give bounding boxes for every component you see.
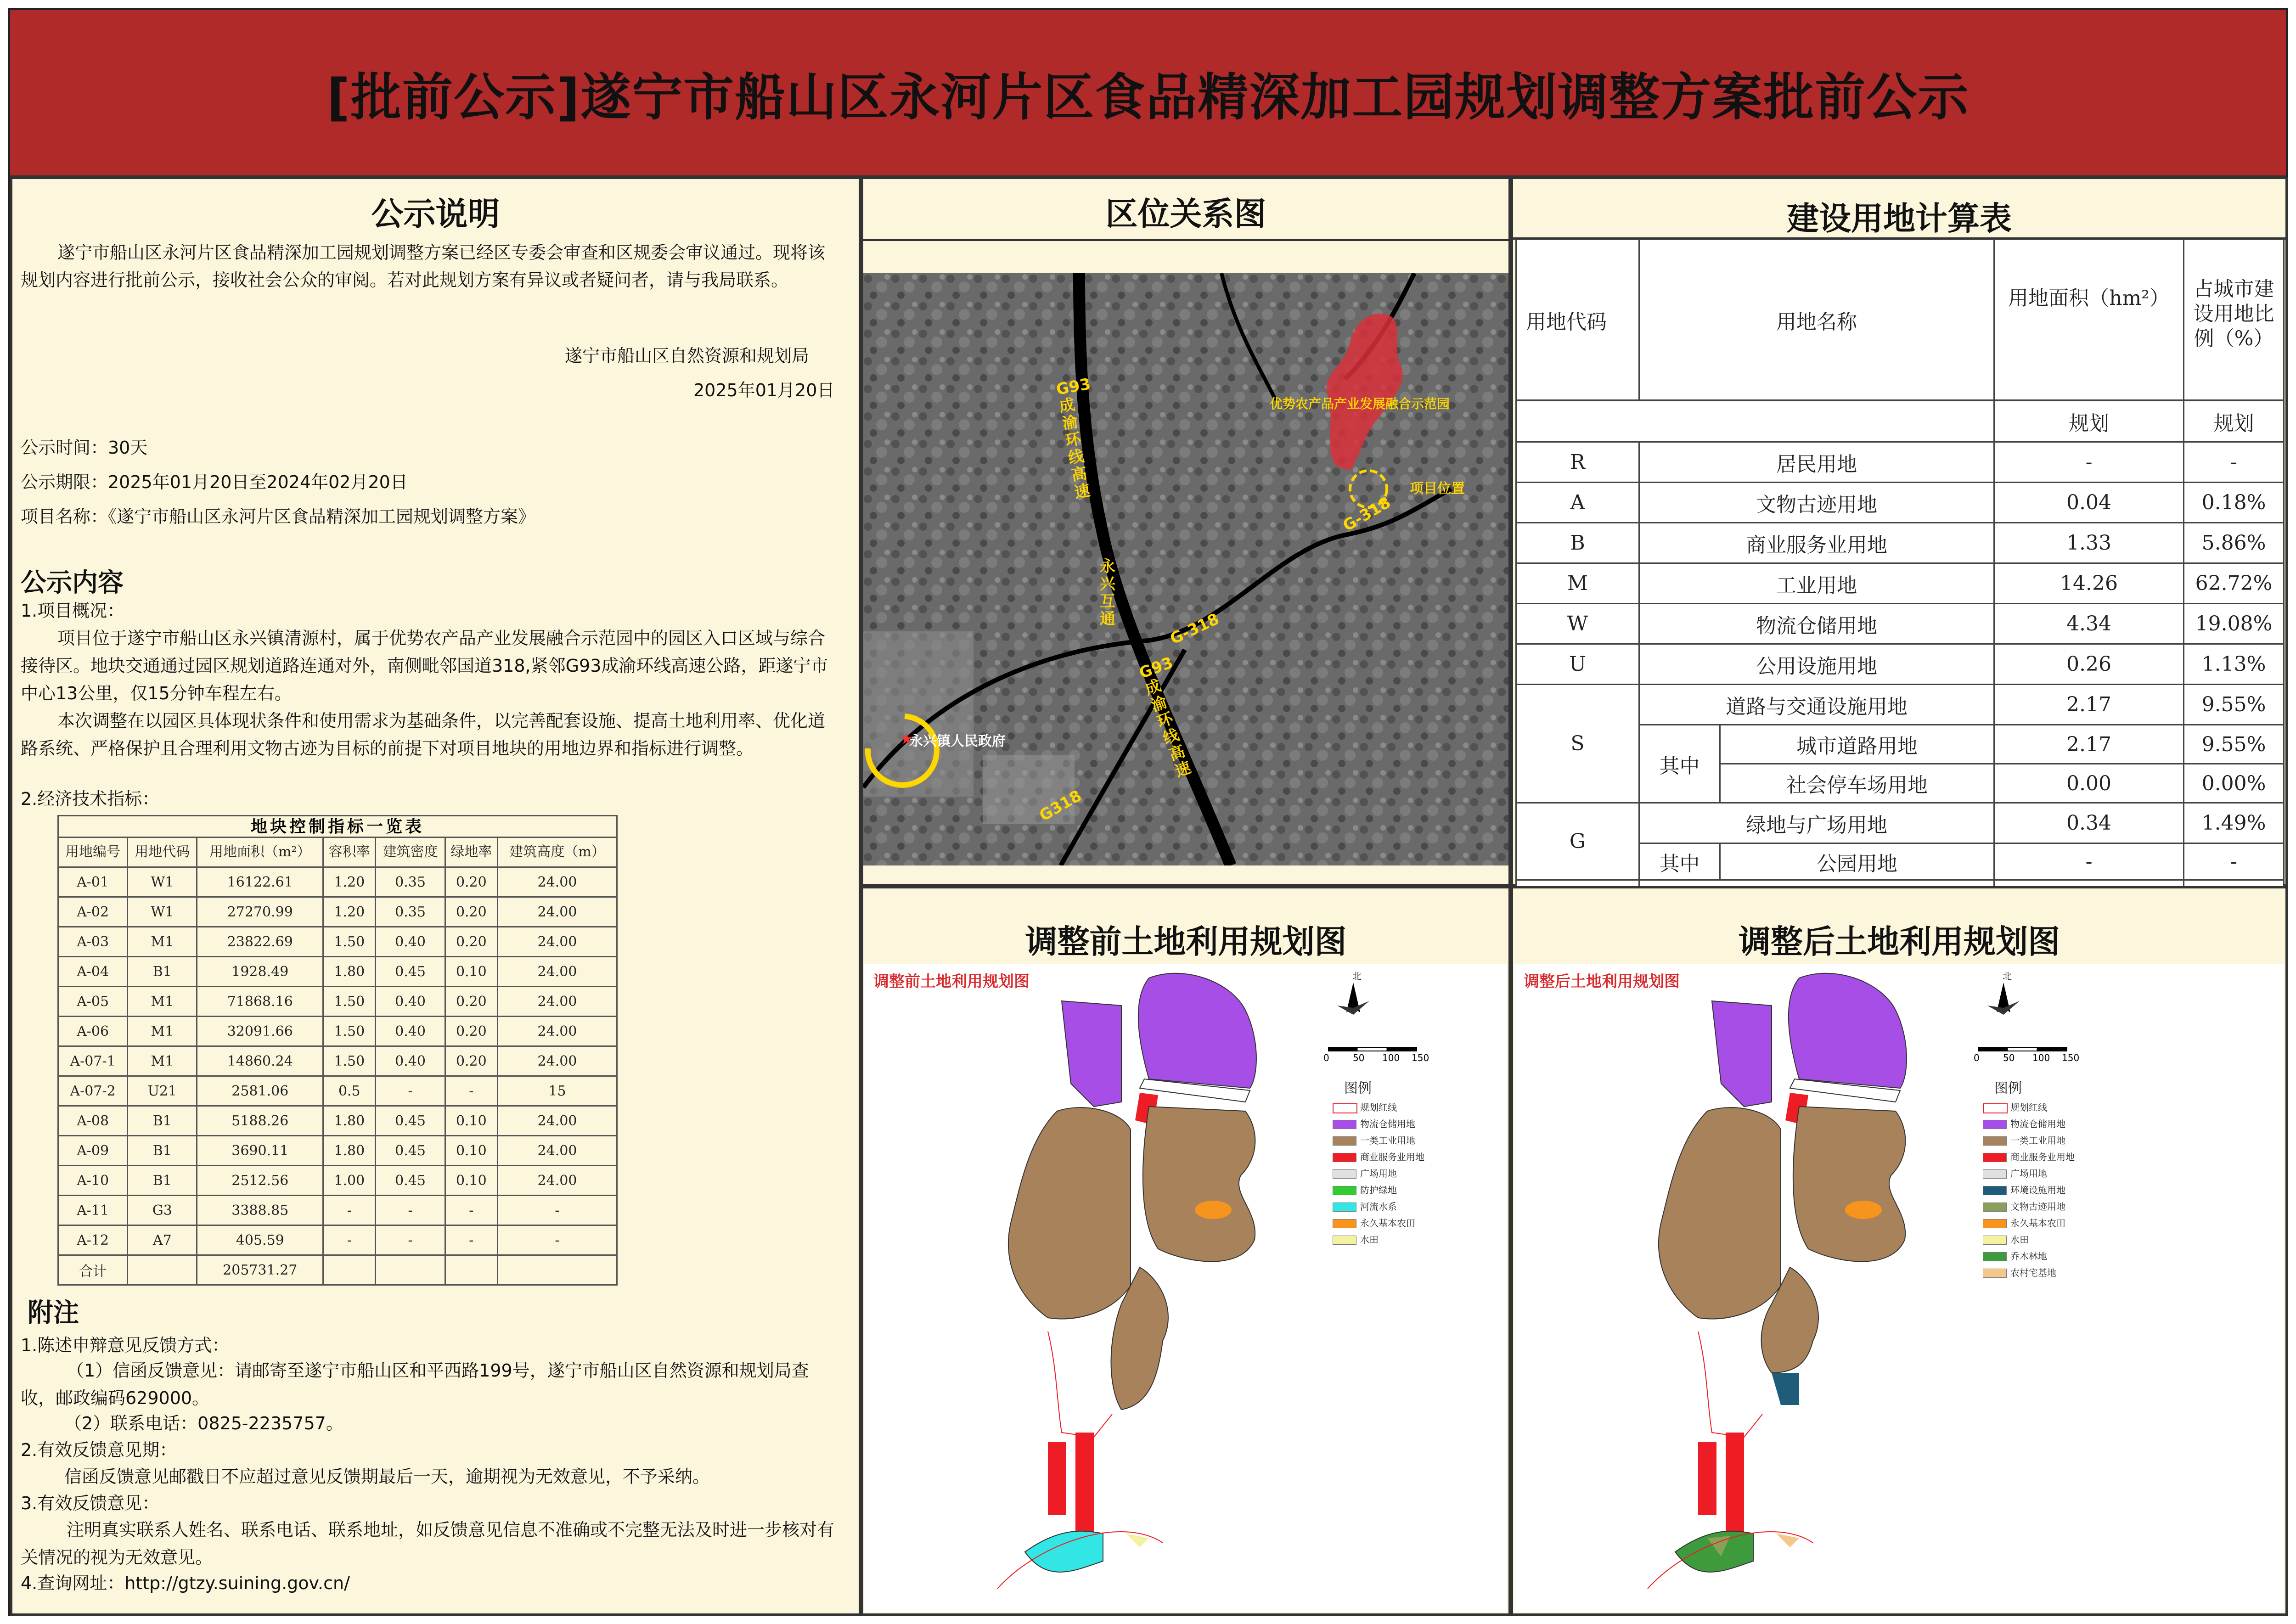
label-g93b: G93成渝环线高速: [1137, 653, 1193, 781]
after-parcel-a09: [1726, 1433, 1744, 1538]
after-parcel-a02: [1789, 973, 1907, 1088]
before-parcel-a08: [1048, 1442, 1066, 1515]
land-row: [1516, 604, 2284, 644]
parcel-cell: 0.5: [323, 1076, 376, 1106]
notice-date: 2025年01月20日: [693, 380, 835, 400]
parcel-cell: 405.59: [197, 1225, 323, 1255]
parcel-table-header: [58, 837, 617, 867]
parcel-cell: 0.40: [376, 1046, 445, 1076]
scale-tick-label: 0: [1323, 1052, 1329, 1063]
parcel-cell: 0.40: [376, 1017, 445, 1046]
land-area-cell: -: [1994, 843, 2184, 880]
land-ratio-cell: 62.72%: [2184, 563, 2284, 604]
parcel-cell: 1928.49: [197, 957, 323, 987]
parcel-cell: 1.50: [323, 1046, 376, 1076]
content-s1: 1.项目概况：: [21, 601, 125, 621]
after-plan-map: [1514, 964, 2284, 1613]
after-north-label: 北: [2003, 971, 2012, 982]
legend-swatch: [1983, 1103, 2008, 1113]
legend-label: 规划红线: [1360, 1102, 1397, 1113]
land-row: [1516, 803, 2284, 843]
parcel-cell: 0.10: [445, 1136, 497, 1166]
legend-swatch: [1333, 1103, 1357, 1113]
land-name-cell: 城市道路用地: [1720, 725, 1994, 764]
parcel-cell: 0.35: [376, 867, 445, 897]
land-name-cell: 居民用地: [1639, 442, 1994, 483]
notice-range: 公示期限：2025年01月20日至2024年02月20日: [21, 472, 408, 492]
parcel-row: [58, 1166, 617, 1196]
after-parcel-a08: [1698, 1442, 1716, 1515]
legend-label: 乔木林地: [2010, 1251, 2047, 1262]
before-parcel-a03: [1143, 1107, 1255, 1262]
before-redline: [1048, 1332, 1112, 1437]
parcel-cell: 0.20: [445, 897, 497, 927]
parcel-row: [58, 897, 617, 927]
legend-swatch: [1983, 1136, 2007, 1146]
legend-swatch: [1983, 1236, 2007, 1245]
parcel-header-cell: 建筑密度: [376, 837, 445, 867]
parcel-table: [57, 815, 618, 1286]
legend-label: 河流水系: [1360, 1201, 1397, 1212]
before-parcel-a11: [1025, 1531, 1103, 1572]
parcel-cell: 0.10: [445, 957, 497, 987]
parcel-row: [58, 1046, 617, 1076]
label-g93: G93成渝环线高速: [1055, 375, 1092, 502]
parcel-cell: -: [323, 1196, 376, 1225]
after-heading: 调整后土地利用规划图: [1739, 923, 2060, 961]
legend-swatch: [1333, 1186, 1356, 1195]
parcel-cell: 24.00: [498, 957, 617, 987]
parcel-header-cell: 容积率: [323, 837, 376, 867]
parcel-cell: 1.50: [323, 987, 376, 1017]
legend-swatch: [1983, 1269, 2007, 1278]
before-heading: 调整前土地利用规划图: [1025, 923, 1347, 961]
parcel-cell: 0.10: [445, 1106, 497, 1136]
parcel-header-cell: 用地编号: [58, 837, 128, 867]
parcel-table-caption: 地块控制指标一览表: [57, 815, 618, 837]
parcel-cell: A-07-1: [58, 1046, 128, 1076]
after-parcel-a01: [1712, 1001, 1772, 1107]
parcel-cell: [128, 1255, 197, 1285]
land-row: [1516, 523, 2284, 563]
legend-swatch: [1333, 1120, 1356, 1129]
land-code-cell: M: [1516, 563, 1639, 604]
parcel-cell: -: [445, 1076, 497, 1106]
legend-swatch: [1983, 1120, 2007, 1129]
scale-tick-label: 0: [1974, 1052, 1980, 1063]
land-ratio-cell: 9.55%: [2184, 685, 2284, 725]
scale-tick-label: 100: [1382, 1052, 1400, 1063]
legend-swatch: [1983, 1219, 2007, 1228]
parcel-cell: [323, 1255, 376, 1285]
parcel-cell: 0.20: [445, 987, 497, 1017]
notice-heading: 公示说明: [371, 195, 500, 233]
land-area-cell: -: [1994, 442, 2184, 483]
parcel-cell: M1: [128, 1046, 197, 1076]
before-parcel-a01: [1062, 1001, 1121, 1107]
parcel-cell: -: [376, 1076, 445, 1106]
before-farmland: [1195, 1201, 1232, 1219]
parcel-cell: 16122.61: [197, 867, 323, 897]
land-name-cell: 社会停车场用地: [1720, 764, 1994, 803]
parcel-cell: 24.00: [498, 1136, 617, 1166]
land-ratio-cell: -: [2184, 843, 2284, 880]
appendix-heading: 附注: [28, 1298, 79, 1328]
parcel-row: [58, 1076, 617, 1106]
legend-label: 物流仓储用地: [2010, 1118, 2065, 1129]
land-plan-label: 规划: [1994, 401, 2184, 442]
scale-tick-label: 50: [1353, 1052, 1365, 1063]
scale-tick-label: 50: [2003, 1052, 2015, 1063]
title-banner: [10, 10, 2286, 178]
parcel-cell: 0.35: [376, 897, 445, 927]
appendix-l7: 注明真实联系人姓名、联系电话、联系地址，如反馈意见信息不准确或不完整无法及时进一步核对有关情况的视为无效意见。: [21, 1520, 835, 1568]
appendix-l4: 2.有效反馈意见期：: [21, 1440, 177, 1460]
location-heading: 区位关系图: [1105, 195, 1266, 233]
land-th-name: 用地名称: [1639, 240, 1994, 400]
parcel-cell: U21: [128, 1076, 197, 1106]
parcel-cell: -: [323, 1225, 376, 1255]
label-g318a: G-318: [1167, 609, 1222, 649]
parcel-row: [58, 1196, 617, 1225]
legend-swatch: [1333, 1219, 1356, 1228]
parcel-header-cell: 绿地率: [445, 837, 497, 867]
legend-label: 商业服务业用地: [1360, 1152, 1424, 1163]
parcel-cell: A-01: [58, 867, 128, 897]
parcel-row: [58, 987, 617, 1017]
parcel-cell: 1.50: [323, 927, 376, 957]
parcel-cell: [376, 1255, 445, 1285]
land-code-cell: W: [1516, 604, 1639, 644]
land-th-area: 用地面积（hm²）: [1994, 240, 2184, 400]
parcel-cell: -: [498, 1225, 617, 1255]
land-name-cell: 绿地与广场用地: [1639, 803, 1994, 843]
parcel-cell: A-05: [58, 987, 128, 1017]
parcel-cell: 1.20: [323, 867, 376, 897]
legend-swatch: [1983, 1203, 2007, 1212]
after-homestead: [1776, 1534, 1799, 1547]
parcel-cell: 1.80: [323, 1136, 376, 1166]
notice-period: 公示时间：30天: [21, 438, 148, 458]
parcel-header-cell: 用地面积（m²）: [197, 837, 323, 867]
land-name-cell: 公园用地: [1720, 843, 1994, 880]
parcel-cell: 0.45: [376, 1136, 445, 1166]
parcel-cell: -: [498, 1196, 617, 1225]
parcel-cell: W1: [128, 867, 197, 897]
parcel-cell: M1: [128, 1017, 197, 1046]
land-name-cell: 文物古迹用地: [1639, 483, 1994, 523]
label-yongxing: 永兴互通: [1100, 557, 1115, 628]
land-code-cell: B: [1516, 523, 1639, 563]
land-row: [1516, 644, 2284, 685]
parcel-cell: 24.00: [498, 1166, 617, 1196]
land-area-cell: 4.34: [1994, 604, 2184, 644]
legend-label: 环境设施用地: [2010, 1185, 2065, 1196]
legend-swatch: [1983, 1153, 2007, 1162]
land-row: [1516, 563, 2284, 604]
content-s2: 2.经济技术指标：: [21, 789, 160, 809]
land-area-cell: 2.17: [1994, 685, 2184, 725]
land-ratio-cell: -: [2184, 442, 2284, 483]
land-row: [1516, 442, 2284, 483]
land-code-cell: [1516, 401, 1994, 442]
land-name-cell: 物流仓储用地: [1639, 604, 1994, 644]
legend-label: 永久基本农田: [2010, 1218, 2065, 1229]
legend-label: 水田: [1360, 1234, 1379, 1245]
land-plan-label: 规划: [2184, 401, 2284, 442]
parcel-cell: 24.00: [498, 1106, 617, 1136]
parcel-cell: 1.50: [323, 1017, 376, 1046]
land-code-cell: S: [1516, 685, 1639, 803]
parcel-cell: A-06: [58, 1017, 128, 1046]
parcel-cell: -: [445, 1196, 497, 1225]
before-plan-map: [864, 964, 1507, 1613]
after-parcel-a07-2: [1772, 1373, 1799, 1405]
before-paddy: [1126, 1534, 1149, 1547]
parcel-cell: B1: [128, 1106, 197, 1136]
land-row: [1516, 401, 2284, 442]
parcel-cell: A-10: [58, 1166, 128, 1196]
land-ratio-cell: 1.49%: [2184, 803, 2284, 843]
parcel-cell: 205731.27: [197, 1255, 323, 1285]
parcel-row: [58, 1017, 617, 1046]
before-legend-title: 图例: [1344, 1080, 1372, 1096]
land-name-cell: 公用设施用地: [1639, 644, 1994, 685]
legend-label: 广场用地: [1360, 1168, 1397, 1179]
parcel-cell: -: [445, 1225, 497, 1255]
after-map-label: 调整后土地利用规划图: [1524, 972, 1680, 991]
land-ratio-cell: 0.00%: [2184, 764, 2284, 803]
legend-label: 商业服务业用地: [2010, 1152, 2075, 1163]
parcel-row: [58, 1106, 617, 1136]
legend-label: 永久基本农田: [1360, 1218, 1415, 1229]
land-table-heading: 建设用地计算表: [1787, 200, 2012, 237]
legend-label: 防护绿地: [1360, 1185, 1397, 1196]
parcel-row: [58, 1136, 617, 1166]
scale-tick-label: 100: [2032, 1052, 2050, 1063]
legend-label: 规划红线: [2010, 1102, 2047, 1113]
parcel-header-cell: 用地代码: [128, 837, 197, 867]
parcel-cell: 15: [498, 1076, 617, 1106]
parcel-cell: 0.20: [445, 1017, 497, 1046]
parcel-cell: A-07-2: [58, 1076, 128, 1106]
page-title: [批前公示]遂宁市船山区永河片区食品精深加工园规划调整方案批前公示: [326, 68, 1970, 127]
appendix-l2: （1）信函反馈意见：请邮寄至遂宁市船山区和平西路199号，遂宁市船山区自然资源和规划局查收，邮政编码629000。: [21, 1360, 809, 1408]
after-legend-title: 图例: [1994, 1080, 2022, 1096]
land-area-cell: 1.33: [1994, 523, 2184, 563]
parcel-cell: 23822.69: [197, 927, 323, 957]
land-area-cell: 14.26: [1994, 563, 2184, 604]
legend-swatch: [1983, 1186, 2007, 1195]
land-ratio-cell: 5.86%: [2184, 523, 2284, 563]
parcel-cell: 0.20: [445, 1046, 497, 1076]
parcel-cell: 合计: [58, 1255, 128, 1285]
legend-label: 水田: [2010, 1234, 2029, 1245]
parcel-cell: 0.20: [445, 927, 497, 957]
parcel-cell: A-03: [58, 927, 128, 957]
parcel-cell: 0.10: [445, 1166, 497, 1196]
parcel-cell: [445, 1255, 497, 1285]
parcel-header-cell: 建筑高度（m）: [498, 837, 617, 867]
label-g318c: G318: [1036, 786, 1085, 826]
land-name-cell: 工业用地: [1639, 563, 1994, 604]
parcel-cell: 1.80: [323, 957, 376, 987]
parcel-cell: 24.00: [498, 1017, 617, 1046]
land-area-cell: 0.04: [1994, 483, 2184, 523]
parcel-cell: 2512.56: [197, 1166, 323, 1196]
parcel-cell: 24.00: [498, 1046, 617, 1076]
appendix-l1: 1.陈述申辩意见反馈方式：: [21, 1335, 230, 1355]
parcel-cell: 3690.11: [197, 1136, 323, 1166]
parcel-cell: [498, 1255, 617, 1285]
land-th-ratio: 占城市建设用地比例（%）: [2184, 240, 2284, 400]
legend-swatch: [1333, 1203, 1356, 1212]
land-ratio-cell: 19.08%: [2184, 604, 2284, 644]
parcel-row: [58, 1255, 617, 1285]
before-north-label: 北: [1352, 971, 1362, 982]
parcel-cell: 0.45: [376, 957, 445, 987]
notice-org: 遂宁市船山区自然资源和规划局: [565, 346, 810, 366]
parcel-cell: 24.00: [498, 927, 617, 957]
legend-swatch: [1333, 1136, 1356, 1146]
parcel-cell: 0.45: [376, 1166, 445, 1196]
parcel-cell: B1: [128, 1136, 197, 1166]
land-name-cell: 道路与交通设施用地: [1639, 685, 1994, 725]
parcel-cell: 24.00: [498, 897, 617, 927]
parcel-cell: 0.45: [376, 1106, 445, 1136]
legend-swatch: [1983, 1252, 2007, 1261]
land-ratio-cell: 9.55%: [2184, 725, 2284, 764]
appendix-l5: 信函反馈意见邮戳日不应超过意见反馈期最后一天，逾期视为无效意见，不予采纳。: [64, 1467, 710, 1487]
parcel-cell: 5188.26: [197, 1106, 323, 1136]
parcel-cell: 27270.99: [197, 897, 323, 927]
land-area-cell: 2.17: [1994, 725, 2184, 764]
land-area-cell: 0.26: [1994, 644, 2184, 685]
label-park: 优势农产品产业发展融合示范园: [1270, 396, 1450, 411]
parcel-cell: 1.20: [323, 897, 376, 927]
parcel-row: [58, 867, 617, 897]
appendix-l8: 4.查询网址：http://gtzy.suining.gov.cn/: [21, 1573, 350, 1593]
land-name-cell: 商业服务业用地: [1639, 523, 1994, 563]
before-map-label: 调整前土地利用规划图: [873, 972, 1030, 991]
land-ratio-cell: 0.18%: [2184, 483, 2284, 523]
parcel-cell: A-02: [58, 897, 128, 927]
legend-label: 一类工业用地: [1360, 1135, 1415, 1146]
parcel-cell: 24.00: [498, 987, 617, 1017]
parcel-row: [58, 927, 617, 957]
appendix-l3: （2）联系电话：0825-2235757。: [64, 1413, 343, 1433]
before-parcel-a02: [1138, 973, 1256, 1088]
after-farmland: [1845, 1201, 1882, 1219]
notice-paragraph: 遂宁市船山区永河片区食品精深加工园规划调整方案已经区专委会审查和区规委会审议通过。现将该规划内容进行批前公示，接收社会公众的审阅。若对此规划方案有异议或者疑问者，请与我局联系。: [21, 242, 826, 290]
parcel-cell: 1.80: [323, 1106, 376, 1136]
label-gov: 永兴镇人民政府: [909, 733, 1006, 749]
content-heading: 公示内容: [21, 568, 124, 598]
parcel-cell: 71868.16: [197, 987, 323, 1017]
parcel-cell: B1: [128, 957, 197, 987]
legend-label: 农村宅基地: [2010, 1267, 2056, 1278]
legend-swatch: [1333, 1153, 1356, 1162]
parcel-cell: A-04: [58, 957, 128, 987]
parcel-cell: -: [376, 1196, 445, 1225]
parcel-cell: M1: [128, 927, 197, 957]
content-p2: 本次调整在以园区具体现状条件和使用需求为基础条件，以完善配套设施、提高土地利用率、优化道路系统、严格保护且合理利用文物古迹为目标的前提下对项目地块的用地边界和指标进行调整。: [21, 711, 826, 759]
parcel-cell: 1.00: [323, 1166, 376, 1196]
land-row: [1516, 483, 2284, 523]
parcel-cell: 0.20: [445, 867, 497, 897]
before-parcel-a05: [1008, 1107, 1131, 1319]
land-area-cell: 0.00: [1994, 764, 2184, 803]
legend-swatch: [1983, 1169, 2007, 1179]
land-th-code: 用地代码: [1516, 240, 1639, 400]
after-north-arrow-icon: [1983, 978, 2024, 1042]
parcel-row: [58, 957, 617, 987]
after-parcel-a05: [1659, 1107, 1781, 1319]
land-area-cell: 0.34: [1994, 803, 2184, 843]
content-p1: 项目位于遂宁市船山区永兴镇清源村，属于优势农产品产业发展融合示范园中的园区入口区域与综合接待区。地块交通通过园区规划道路连通对外，南侧毗邻国道318,紧邻G93成渝环线高速公路，距遂宁市中心13公里，仅15分钟车程左右。: [21, 628, 828, 703]
parcel-cell: A-12: [58, 1225, 128, 1255]
land-ratio-cell: 1.13%: [2184, 644, 2284, 685]
legend-swatch: [1333, 1236, 1356, 1245]
land-code-cell: R: [1516, 442, 1639, 483]
land-code-cell: G: [1516, 803, 1639, 880]
gov-star-icon: ★: [900, 730, 913, 747]
land-table: [1515, 239, 2285, 921]
parcel-cell: B1: [128, 1166, 197, 1196]
label-g318b: G-318: [1339, 493, 1394, 535]
appendix-l6: 3.有效反馈意见：: [21, 1493, 160, 1513]
legend-label: 广场用地: [2010, 1168, 2047, 1179]
parcel-row: [58, 1225, 617, 1255]
land-sub-label: 其中: [1639, 843, 1720, 880]
land-code-cell: U: [1516, 644, 1639, 685]
parcel-cell: -: [376, 1225, 445, 1255]
label-project: 项目位置: [1410, 481, 1465, 497]
parcel-cell: A7: [128, 1225, 197, 1255]
legend-label: 物流仓储用地: [1360, 1118, 1415, 1129]
parcel-cell: A-08: [58, 1106, 128, 1136]
parcel-cell: A-09: [58, 1136, 128, 1166]
before-parcel-a09: [1075, 1433, 1094, 1538]
scale-tick-label: 150: [2062, 1052, 2080, 1063]
land-code-cell: A: [1516, 483, 1639, 523]
before-north-arrow-icon: [1333, 978, 1374, 1042]
land-sub-label: 其中: [1639, 725, 1720, 803]
parcel-cell: M1: [128, 987, 197, 1017]
scale-tick-label: 150: [1412, 1052, 1429, 1063]
parcel-cell: 0.40: [376, 927, 445, 957]
parcel-cell: 3388.85: [197, 1196, 323, 1225]
notice-project: 项目名称：《遂宁市船山区永河片区食品精深加工园规划调整方案》: [21, 506, 536, 527]
parcel-cell: W1: [128, 897, 197, 927]
after-parcel-a03: [1793, 1107, 1906, 1262]
legend-swatch: [1333, 1169, 1356, 1179]
location-aerial-map: [863, 273, 1508, 865]
parcel-cell: 32091.66: [197, 1017, 323, 1046]
parcel-cell: A-11: [58, 1196, 128, 1225]
land-row: [1516, 685, 2284, 725]
legend-label: 文物古迹用地: [2010, 1201, 2065, 1212]
legend-label: 一类工业用地: [2010, 1135, 2065, 1146]
after-parcel-a11: [1675, 1531, 1753, 1572]
parcel-cell: G3: [128, 1196, 197, 1225]
parcel-cell: 0.40: [376, 987, 445, 1017]
parcel-cell: 24.00: [498, 867, 617, 897]
parcel-cell: 14860.24: [197, 1046, 323, 1076]
parcel-cell: 2581.06: [197, 1076, 323, 1106]
